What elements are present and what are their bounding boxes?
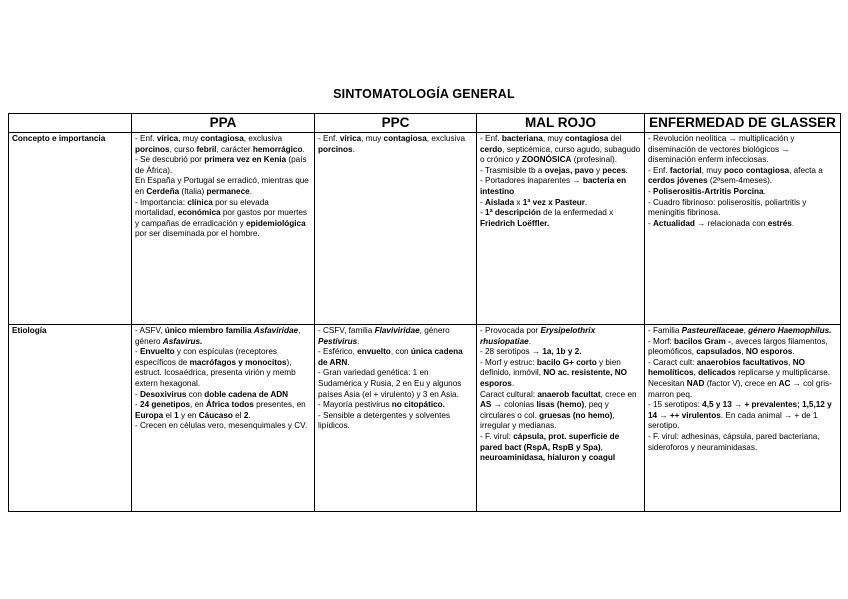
cell-paragraph: - 24 genetipos, en África todos presentes, en Europa el 1 y en Cáucaso el 2. <box>135 400 306 420</box>
cell-paragraph: - Enf. factorial, muy poco contagiosa, afecta a cerdos jóvenes (2ªsem-4meses). <box>648 165 823 186</box>
cell-ppa <box>132 133 315 325</box>
cell-paragraph: - Importancia: clínica por su elevada mortalidad, económica por gastos por muertes y campañas de erradicación y epidemiológica por ser diseminada por el hombre. <box>135 197 308 239</box>
cell-paragraph: - Enf. vírica, muy contagiosa, exclusiva porcinos, curso febril, carácter hemorrágico. <box>135 134 305 154</box>
cell-paragraph: En España y Portugal se erradicó, mientras que en Cerdeña (Italia) permanece. <box>135 176 309 196</box>
table-row <box>9 325 841 512</box>
cell-ppa <box>132 325 315 512</box>
row-label: Etiología <box>9 325 132 512</box>
cell-paragraph: - Gran variedad genética: 1 en Sudamérica y Rusia, 2 en Eu y algunos países Asia (el + virulento) y 3 en Asia. <box>318 368 462 399</box>
cell-paragraph: - Caract cult: anaerobios facultativos, NO hemolíticos, delicados replicarse y multiplicarse. Necesitan NAD (factor V), crece en AC → col gris-marron peq. <box>648 357 832 399</box>
cell-paragraph: - 15 serotipos: 4,5 y 13 → + prevalentes; 1,5,12 y 14 → ++ virulentos. En cada animal → + de 1 serotipo. <box>648 400 832 431</box>
cell-paragraph: - Actualidad → relacionada con estrés. <box>648 218 795 228</box>
cell-paragraph: - Cuadro fibrinoso: poliserositis, poliartritis y meningitis fibrinosa. <box>648 197 807 218</box>
cell-ppc <box>315 325 477 512</box>
header-ppc: PPC <box>315 114 477 133</box>
cell-paragraph: - Enf. vírica, muy contagiosa, exclusiva porcinos. <box>318 134 466 154</box>
cell-mal-rojo <box>477 133 645 325</box>
header-mal-rojo: MAL ROJO <box>477 114 645 133</box>
cell-glasser <box>645 133 841 325</box>
cell-paragraph: - Enf. bacteriana, muy contagiosa del cerdo, septicémica, curso agudo, subagudo o crónico y ZOONÓSICA (profesinal). <box>480 134 641 165</box>
row-label: Concepto e importancia <box>9 133 132 325</box>
cell-paragraph: - Poliserositis-Artritis Porcina. <box>648 186 766 196</box>
cell-paragraph: - CSFV, familia Flaviviridae, género Pestivirus. <box>318 326 450 346</box>
cell-paragraph: - Aislada x 1ª vez x Pasteur. <box>480 197 588 207</box>
symptom-table <box>8 113 841 512</box>
cell-paragraph: - F. virul: cápsula, prot. superficie de pared bact (RspA, RspB y Spa), neuroaminidasa, hialuron y coagul <box>480 431 620 463</box>
cell-paragraph: - Mayoría pestivirus no citopático. <box>318 400 445 410</box>
table-row <box>9 133 841 325</box>
header-row <box>9 114 841 133</box>
cell-paragraph: - Sensible a detergentes y solventes lipídicos. <box>318 410 450 431</box>
cell-paragraph: Caract cultural: anaerob facultat, crece en AS → colonias lisas (hemo), peq y circulares o col. gruesas (no hemo), irregular y medianas. <box>480 389 637 431</box>
cell-paragraph: - Trasmisible tb a ovejas, pavo y peces. <box>480 165 628 175</box>
header-ppa: PPA <box>132 114 315 133</box>
cell-paragraph: - Revolución neolítica → multiplicación y diseminación de vectores biológicos → diseminación enferm infecciosas. <box>648 134 795 165</box>
cell-paragraph: - F. virul: adhesinas, cápsula, pared bacteriana, sideroforos y neuraminidasas. <box>648 431 820 452</box>
header-cell-blank <box>9 114 132 133</box>
cell-paragraph: - Se descubrió por primera vez en Kenia (país de África). <box>135 155 307 175</box>
cell-glasser <box>645 325 841 512</box>
cell-paragraph: - 28 serotipos → 1a, 1b y 2. <box>480 347 582 357</box>
cell-paragraph: - Familia Pasteurellaceae, género Haemophilus. <box>648 326 832 335</box>
cell-paragraph: - Crecen en células vero, mesenquimales y CV. <box>135 421 308 431</box>
cell-paragraph: - Desoxivirus con doble cadena de ADN <box>135 389 289 399</box>
cell-paragraph: - Morf y estruc: bacilo G+ corto y bien definido, inmóvil, NO ac. resistente, NO esporos. <box>480 357 627 388</box>
cell-paragraph: - Provocada por Erysipelothrix rhusiopatiae. <box>480 326 596 346</box>
cell-paragraph: - Portadores inaparentes → bacteria en intestino <box>480 176 627 196</box>
cell-paragraph: - ASFV, único miembro familia Asfaviridae, género Asfavirus. <box>135 326 301 346</box>
cell-paragraph: - Envuelto y con espículas (receptores específicos de macrófagos y monocitos), estruct. Icosaédrica, presenta virión y memb extern hexagonal. <box>135 347 296 388</box>
header-glasser: ENFERMEDAD DE GLASSER <box>645 114 841 133</box>
cell-ppc <box>315 133 477 325</box>
page-title: SINTOMATOLOGÍA GENERAL <box>333 87 515 101</box>
cell-mal-rojo <box>477 325 645 512</box>
cell-paragraph: - Esférico, envuelto, con única cadena de ARN. <box>318 347 463 367</box>
cell-paragraph: - 1ª descripción de la enfermedad x Friedrich Loëffler. <box>480 208 614 228</box>
cell-paragraph: - Morf: bacilos Gram -, aveces largos filamentos, pleomóficos, capsulados, NO esporos. <box>648 336 828 357</box>
